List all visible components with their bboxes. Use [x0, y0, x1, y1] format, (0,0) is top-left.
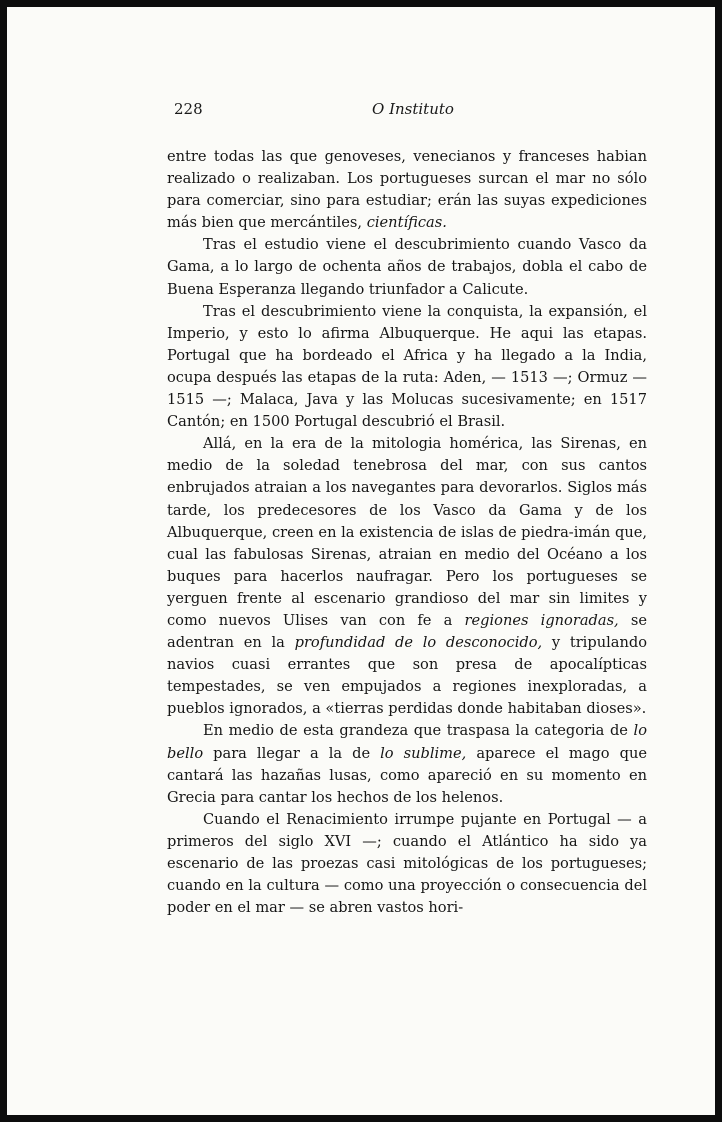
italic-phrase: regiones ignoradas,	[464, 611, 619, 629]
text-run: En medio de esta grandeza que traspasa la categoria de	[203, 722, 634, 740]
text-run: aparece el mago que cantará las hazañas lusas, como apareció en su momento en Grecia para cantar los hechos de los helenos.	[167, 744, 647, 806]
text-run: entre todas las que genoveses, venecianos y franceses habian realizado o realizaban. Los portugueses surcan el mar no sólo para comerciar, sino para estudiar; erán las suyas expediciones más bien que mercántiles,	[167, 148, 647, 232]
body-text	[167, 146, 647, 919]
running-header	[169, 100, 647, 120]
book-page	[7, 7, 715, 1115]
journal-title: O Instituto	[372, 100, 454, 118]
text-run: Allá, en la era de la mitologia homérica, las Sirenas, en medio de la soledad tenebrosa del mar, con sus cantos enbrujados atraian a los navegantes para devorarlos. Siglos más tarde, los predecesores de los Vasco da Gama y de los Albuquerque, creen en la existencia de islas de piedra-imán que, cual las fabulosas Sirenas, atraian en medio del Océano a los buques para hacerlos naufragar. Pero los portugueses se yerguen frente al escenario grandioso del mar sin limites y como nuevos Ulises van con fe a	[167, 435, 647, 629]
paragraph	[167, 301, 647, 434]
italic-phrase: lo bello	[167, 722, 647, 762]
paragraph	[167, 720, 647, 808]
text-run: y tripulando navios cuasi errantes que son presa de apocalípticas tempestades, se ven empujados a regiones inexploradas, a pueblos ignorados, a «tierras perdidas donde habitaban dioses».	[167, 634, 647, 718]
page-number: 228	[174, 100, 203, 118]
paragraph	[167, 433, 647, 720]
paragraph	[167, 234, 647, 300]
text-run: para llegar a la de	[203, 744, 381, 762]
italic-phrase: profundidad de lo desconocido,	[294, 634, 543, 652]
italic-phrase: lo sublime,	[380, 744, 467, 762]
paragraph	[167, 809, 647, 919]
text-run: Cuando el Renacimiento irrumpe pujante en Portugal — a primeros del siglo XVI —; cuando el Atlántico ha sido ya escenario de las proezas casi mitológicas de los portugueses; cuando en la cultura — como una proyección o consecuencia del poder en el mar — se abren vastos hori-	[167, 810, 647, 917]
paragraph	[167, 146, 647, 234]
text-run: se adentran en la	[167, 611, 648, 652]
text-run: Tras el descubrimiento viene la conquista, la expansión, el Imperio, y esto lo afirma Albuquerque. He aqui las etapas. Portugal que ha bordeado el Africa y ha llegado a la India, ocupa después las etapas de la ruta: Aden, — 1513 —; Ormuz — 1515 —; Malaca, Java y las Molucas sucesivamente; en 1517 Cantón; en 1500 Portugal descubrió el Brasil.	[167, 302, 647, 431]
text-run: Tras el estudio viene el descubrimiento cuando Vasco da Gama, a lo largo de ochenta años de trabajos, dobla el cabo de Buena Esperanza llegando triunfador a Calicute.	[167, 236, 647, 298]
italic-phrase: científicas.	[366, 214, 447, 232]
